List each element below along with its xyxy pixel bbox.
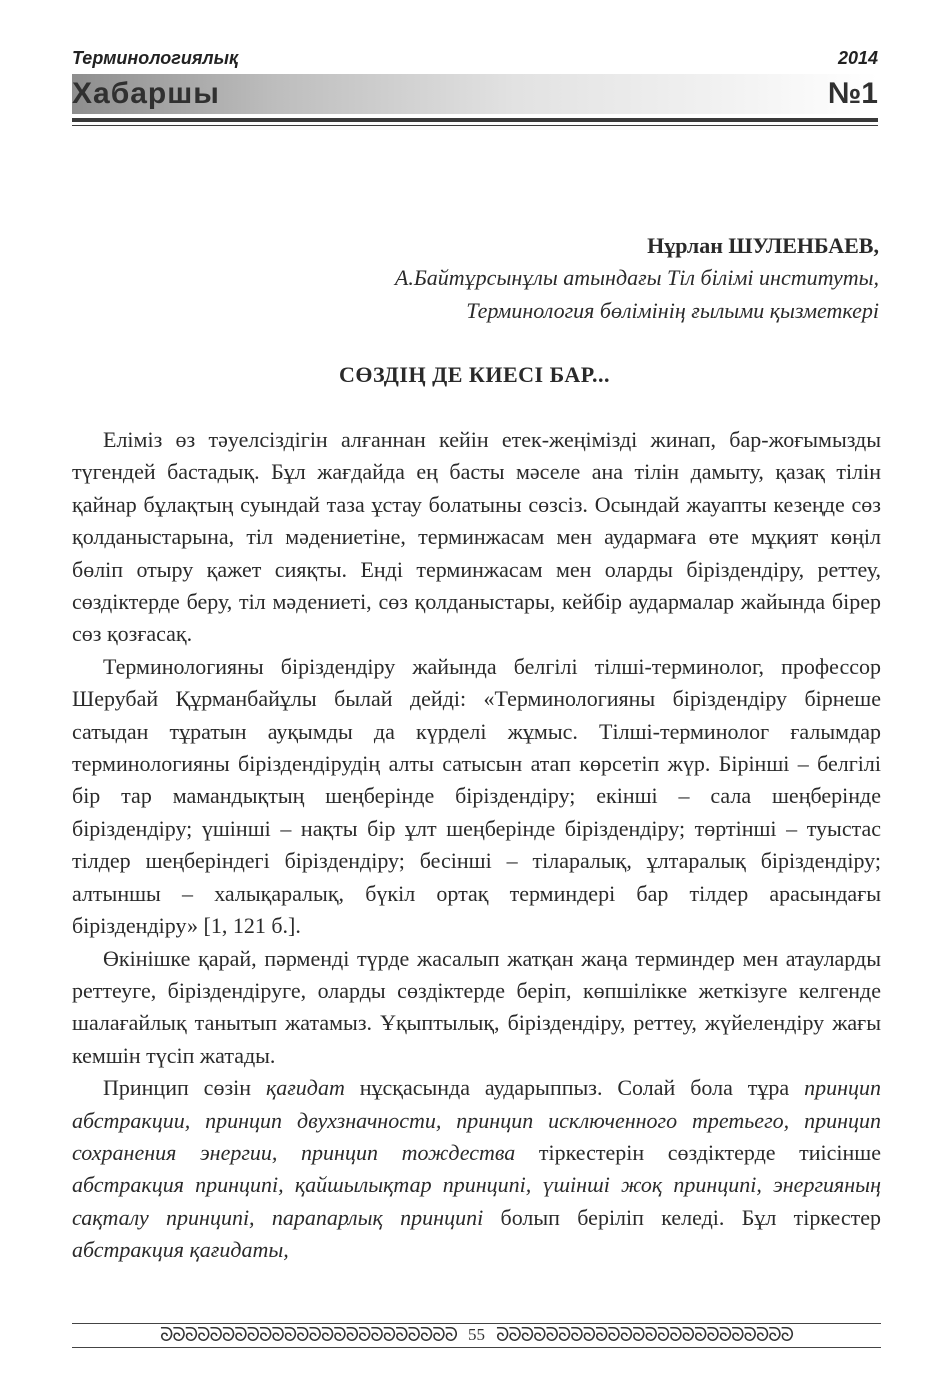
paragraph-4-text: Принцип сөзін bbox=[103, 1075, 266, 1101]
paragraph-4 bbox=[72, 1072, 881, 1266]
paragraph-4-italic: абстракция принципі, қайшылықтар принципі, үшінші жоқ принципі, энергияның сақталу принципі, парапарлық принципі bbox=[72, 1172, 881, 1230]
paragraph-4-text: болып беріліп келеді. Бұл тіркестер bbox=[483, 1204, 881, 1230]
paragraph-3: Өкінішке қарай, пәрменді түрде жасалып жатқан жаңа терминдер мен атауларды реттеуге, біріздендіруге, оларды сөздіктерде беріп, көпшілікке жеткізуге келгенде шалағайлық танытып жатамыз. Ұқыптылық, біріздендіру, реттеу, жүйелендіру жағы кемшін түсіп жатады. bbox=[72, 945, 881, 1068]
page-number: 55 bbox=[468, 1325, 485, 1344]
footer-ornament-left: ᘐᘐᘐᘐᘐᘐᘐᘐᘐᘐᘐᘐᘐᘐᘐᘐᘐᘐᘐᘐᘐᘐᘐᘐ bbox=[159, 1324, 457, 1346]
paragraph-4-italic: қағидат bbox=[265, 1075, 345, 1101]
paragraph-4-text: тіркестерін сөздіктерде тиісінше bbox=[515, 1139, 881, 1165]
author-affiliation-position: Терминология бөлімінің ғылыми қызметкері bbox=[466, 298, 879, 323]
footer-ornament-right: ᘐᘐᘐᘐᘐᘐᘐᘐᘐᘐᘐᘐᘐᘐᘐᘐᘐᘐᘐᘐᘐᘐᘐᘐ bbox=[496, 1324, 794, 1346]
paragraph-2: Терминологияны біріздендіру жайында белгілі тілші-терминолог, профессор Шерубай Құрманбайұлы былай дейді: «Терминологияны біріздендіру бірнеше сатыдан тұратын ауқымды да күрделі жұмыс. Тілші-терминолог ғалымдар терминологияны біріздендірудің алты сатысын атап көрсетіп жүр. Бірінші – белгілі бір тар мамандықтың шеңберінде біріздендіру; екінші – сала шеңберінде біріздендіру; үшінші – нақты бір ұлт шеңберінде біріздендіру; төртінші – туыстас тілдер шеңберіндегі біріздендіру; бесінші – тіларалық, ұлтаралық біріздендіру; алтыншы – халықаралық, бүкіл ортақ терминдері бар тілдер арасындағы біріздендіру» [1, 121 б.]. bbox=[72, 653, 881, 939]
article-body bbox=[72, 424, 881, 1267]
author-affiliation-institute: А.Байтұрсынұлы атындағы Тіл білімі институты, bbox=[394, 265, 879, 290]
journal-title: Хабаршы bbox=[72, 77, 220, 110]
author-name: Нұрлан ШУЛЕНБАЕВ, bbox=[647, 233, 879, 258]
paragraph-4-italic: принцип абстракции, принцип двухзначности, принцип исключенного третьего, принцип сохранения энергии, принцип тождества bbox=[72, 1075, 881, 1165]
page-footer bbox=[72, 1320, 881, 1350]
header-rule-thick bbox=[72, 118, 878, 122]
paragraph-1: Еліміз өз тәуелсіздігін алғаннан кейін етек-жеңімізді жинап, бар-жоғымызды түгендей бастадық. Бұл жағдайда ең басты мәселе ана тілін дамыту, қазақ тілін қайнар бұлақтың суындай таза ұстау болатыны сөзсіз. Осындай жауапты кезеңде сөз қолданыстарына, тіл мәдениетіне, терминжасам мен аудармаға өте мұқият көңіл бөліп отыру қажет сияқты. Енді терминжасам мен оларды біріздендіру, реттеу, сөздіктерде беру, тіл мәдениеті, сөз қолданыстары, кейбір аудармалар жайында бірер сөз қозғасақ. bbox=[72, 427, 881, 647]
journal-issue: №1 bbox=[827, 77, 878, 110]
article-title: СӨЗДІҢ ДЕ КИЕСІ БАР... bbox=[339, 362, 610, 387]
paragraph-4-text: нұсқасында аударыппыз. Солай бола тұра bbox=[344, 1075, 805, 1101]
journal-year: 2014 bbox=[837, 48, 878, 68]
paragraph-4-italic: абстракция қағидаты, bbox=[72, 1237, 289, 1263]
journal-subtitle: Терминологиялық bbox=[72, 48, 239, 68]
author-block bbox=[395, 230, 879, 327]
footer-ornament-line-bottom bbox=[72, 1347, 881, 1348]
header-rule-thin bbox=[72, 125, 878, 126]
